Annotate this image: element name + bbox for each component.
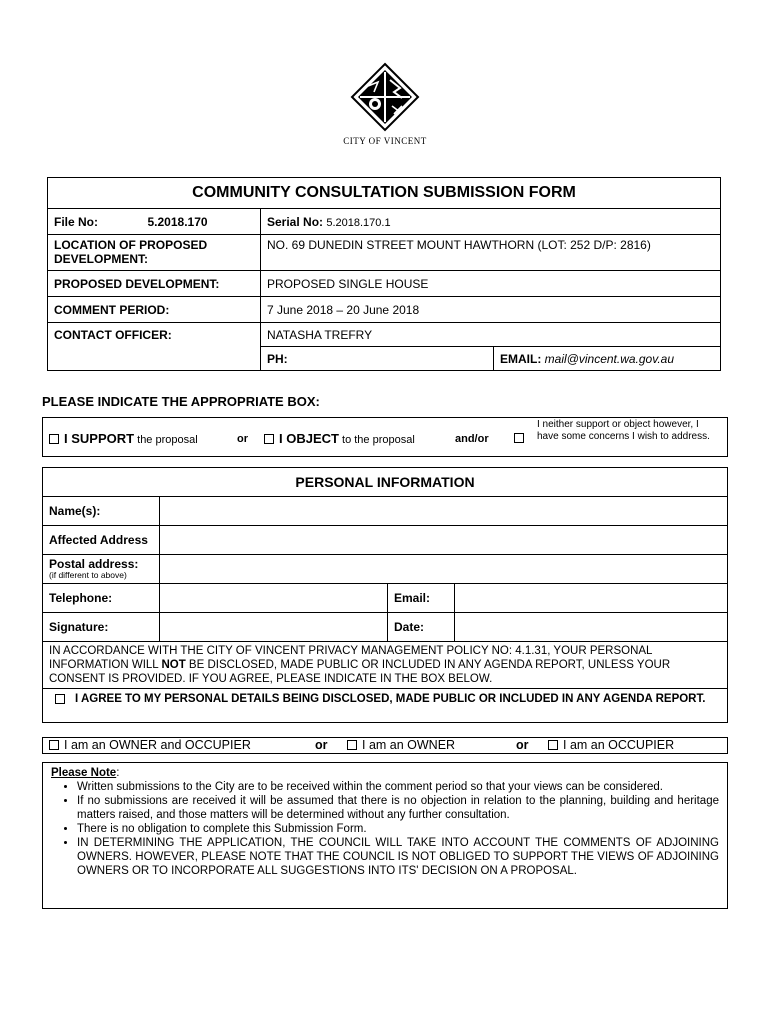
object-rest: to the proposal (338, 434, 415, 446)
object-bold: I OBJECT (279, 431, 339, 446)
affected-address-input[interactable] (160, 526, 728, 555)
owner-label: I am an OWNER (362, 738, 456, 752)
occupier-option[interactable] (548, 738, 674, 752)
owner-occupier-label: I am an OWNER and OCCUPIER (64, 738, 251, 752)
signature-label: Signature: (43, 613, 160, 642)
contact-officer-value: NATASHA TREFRY (261, 323, 721, 347)
owner-occupier-option[interactable] (49, 738, 251, 752)
object-checkbox[interactable] (264, 434, 274, 444)
privacy-part1: IN ACCORDANCE WITH THE CITY OF VINCENT PRIVACY MANAGEMENT POLICY NO: 4.1.31, YOUR PERSONAL INFORMATION WILL (49, 645, 653, 671)
development-value: PROPOSED SINGLE HOUSE (261, 271, 721, 297)
ph-label: PH: (261, 347, 494, 371)
neither-checkbox[interactable] (514, 433, 524, 443)
ownership-or-1: or (315, 738, 328, 752)
or-label: or (237, 433, 248, 445)
city-logo-icon (350, 62, 420, 132)
development-label: PROPOSED DEVELOPMENT: (48, 271, 261, 297)
names-input[interactable] (160, 497, 728, 526)
support-option[interactable] (49, 431, 198, 446)
org-name: CITY OF VINCENT (343, 136, 427, 146)
note-item: • IN DETERMINING THE APPLICATION, THE COUNCIL WILL TAKE INTO ACCOUNT THE COMMENTS OF ADJOINING OWNERS. HOWEVER, PLEASE NOTE THAT THE COUNCIL IS NOT OBLIGED TO SUPPORT THE VIEWS OF ADJOINING OWNERS OR TO INCORPORATE ALL SUGGESTIONS INTO ITS' DECISION ON A PROPOSAL. (77, 836, 719, 878)
agree-checkbox[interactable] (55, 694, 65, 704)
note-item: • If no submissions are received it will be assumed that there is no objection in relation to the planning, building and heritage matters raised, and those matters will be determined without any further consultation. (77, 794, 719, 822)
serial-no-cell (261, 209, 721, 235)
support-checkbox[interactable] (49, 434, 59, 444)
comment-period-label: COMMENT PERIOD: (48, 297, 261, 323)
owner-occupier-checkbox[interactable] (49, 740, 59, 750)
email-input[interactable] (455, 584, 728, 613)
details-table (47, 177, 721, 371)
owner-option[interactable] (347, 738, 455, 752)
indicate-box (42, 417, 728, 457)
comment-period-value: 7 June 2018 – 20 June 2018 (261, 297, 721, 323)
notes-title-line (51, 766, 719, 780)
file-no-value: 5.2018.170 (147, 214, 208, 229)
ownership-row (42, 737, 728, 754)
telephone-label: Telephone: (43, 584, 160, 613)
neither-text: I neither support or object however, I have some concerns I wish to address. (537, 419, 710, 442)
date-label: Date: (388, 613, 455, 642)
email-value: mail@vincent.wa.gov.au (544, 351, 675, 366)
notes-list (51, 780, 719, 878)
postal-address-input[interactable] (160, 555, 728, 584)
file-no-cell (48, 209, 261, 235)
notes-colon: : (116, 767, 120, 779)
postal-address-label: Postal address: (49, 557, 139, 571)
location-value: NO. 69 DUNEDIN STREET MOUNT HAWTHORN (LOT: 252 D/P: 2816) (261, 235, 721, 271)
email-label: EMAIL: (500, 351, 542, 366)
privacy-part2: BE DISCLOSED, MADE PUBLIC OR INCLUDED IN ANY AGENDA REPORT, UNLESS YOUR CONSENT IS PROVIDED. IF YOU AGREE, PLEASE INDICATE IN THE BOX BELOW. (49, 659, 671, 685)
signature-input[interactable] (160, 613, 388, 642)
andor-label: and/or (455, 433, 489, 445)
postal-address-note: (if different to above) (49, 570, 127, 580)
personal-info-table (42, 467, 728, 723)
privacy-not: NOT (161, 659, 186, 671)
agree-row[interactable] (43, 689, 728, 723)
owner-checkbox[interactable] (347, 740, 357, 750)
email-cell (494, 347, 721, 371)
support-bold: I SUPPORT (64, 431, 135, 446)
serial-no-value: 5.2018.170.1 (326, 216, 391, 229)
serial-no-label: Serial No: (267, 214, 324, 229)
personal-heading: PERSONAL INFORMATION (43, 468, 728, 497)
telephone-input[interactable] (160, 584, 388, 613)
postal-address-cell (43, 555, 160, 584)
support-rest: the proposal (134, 434, 198, 446)
indicate-heading: PLEASE INDICATE THE APPROPRIATE BOX: (42, 394, 320, 409)
note-item: • Written submissions to the City are to be received within the comment period so that your views can be considered. (77, 780, 719, 794)
privacy-statement (43, 642, 728, 689)
object-option[interactable] (264, 431, 415, 446)
location-label: LOCATION OF PROPOSED DEVELOPMENT: (48, 235, 261, 271)
form-title: COMMUNITY CONSULTATION SUBMISSION FORM (48, 178, 721, 209)
agree-text: I AGREE TO MY PERSONAL DETAILS BEING DISCLOSED, MADE PUBLIC OR INCLUDED IN ANY AGENDA REPORT. (75, 693, 706, 705)
affected-address-label: Affected Address (43, 526, 160, 555)
email-label: Email: (388, 584, 455, 613)
file-no-label: File No: (54, 214, 98, 229)
date-input[interactable] (455, 613, 728, 642)
notes-box (42, 762, 728, 909)
names-label: Name(s): (43, 497, 160, 526)
contact-officer-label: CONTACT OFFICER: (48, 323, 261, 371)
ownership-or-2: or (516, 738, 529, 752)
occupier-label: I am an OCCUPIER (563, 738, 675, 752)
notes-title: Please Note (51, 767, 117, 779)
occupier-checkbox[interactable] (548, 740, 558, 750)
note-item: • There is no obligation to complete this Submission Form. (77, 822, 719, 836)
